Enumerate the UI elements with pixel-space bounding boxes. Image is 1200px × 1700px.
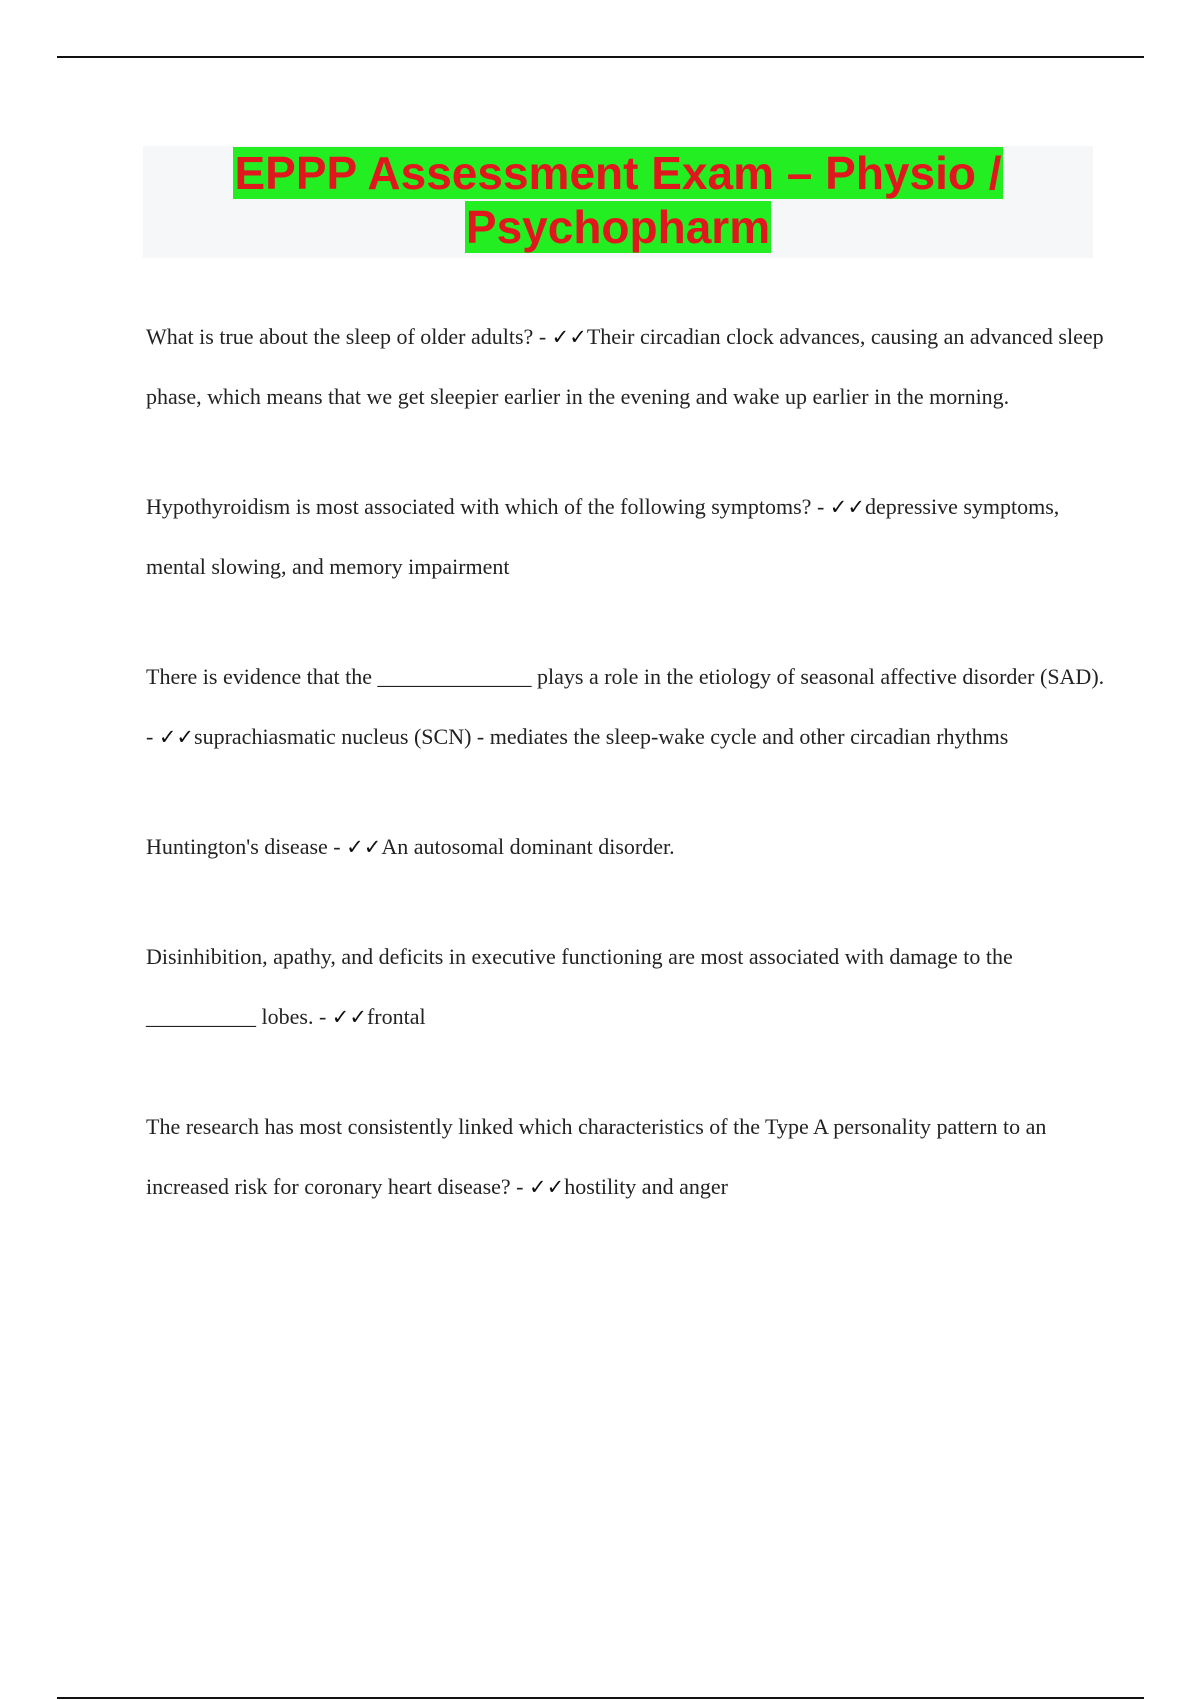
answer-text: frontal xyxy=(366,1004,426,1029)
qa-list xyxy=(146,307,1106,1217)
qa-item xyxy=(146,647,1106,767)
double-check-icon: ✓✓ xyxy=(158,725,195,749)
answer-text: depressive symptoms, mental slowing, and memory impairment xyxy=(146,494,1060,579)
title-line-1: EPPP Assessment Exam – Physio / xyxy=(234,147,1002,199)
question-text: There is evidence that the ______________ plays a role in the etiology of seasonal affective disorder (SAD). - xyxy=(146,664,1105,749)
question-text: What is true about the sleep of older adults? - xyxy=(146,324,552,349)
question-text: Huntington's disease - xyxy=(146,834,347,859)
qa-item xyxy=(146,817,1106,877)
answer-text: An autosomal dominant disorder. xyxy=(381,834,675,859)
double-check-icon: ✓✓ xyxy=(528,1175,565,1199)
double-check-icon: ✓✓ xyxy=(829,495,865,519)
title-line-2: Psychopharm xyxy=(465,201,771,253)
top-rule xyxy=(57,56,1144,58)
qa-item xyxy=(146,477,1106,597)
question-text: The research has most consistently linked which characteristics of the Type A personality pattern to an increased risk for coronary heart disease? - xyxy=(146,1114,1047,1199)
double-check-icon: ✓✓ xyxy=(551,325,587,349)
qa-item xyxy=(146,927,1106,1047)
bottom-rule xyxy=(57,1697,1144,1699)
double-check-icon: ✓✓ xyxy=(346,835,382,859)
title-banner xyxy=(143,146,1093,258)
double-check-icon: ✓✓ xyxy=(331,1005,367,1029)
answer-text: Their circadian clock advances, causing an advanced sleep phase, which means that we get sleepier earlier in the evening and wake up earlier in the morning. xyxy=(146,324,1104,409)
question-text: Hypothyroidism is most associated with which of the following symptoms? - xyxy=(146,494,830,519)
qa-item xyxy=(146,307,1106,427)
answer-text: hostility and anger xyxy=(564,1174,728,1199)
question-text: Disinhibition, apathy, and deficits in executive functioning are most associated with damage to the __________ lobes. - xyxy=(146,944,1013,1029)
qa-item xyxy=(146,1097,1106,1217)
document-title xyxy=(143,146,1093,254)
answer-text: suprachiasmatic nucleus (SCN) - mediates the sleep-wake cycle and other circadian rhythms xyxy=(194,724,1009,749)
